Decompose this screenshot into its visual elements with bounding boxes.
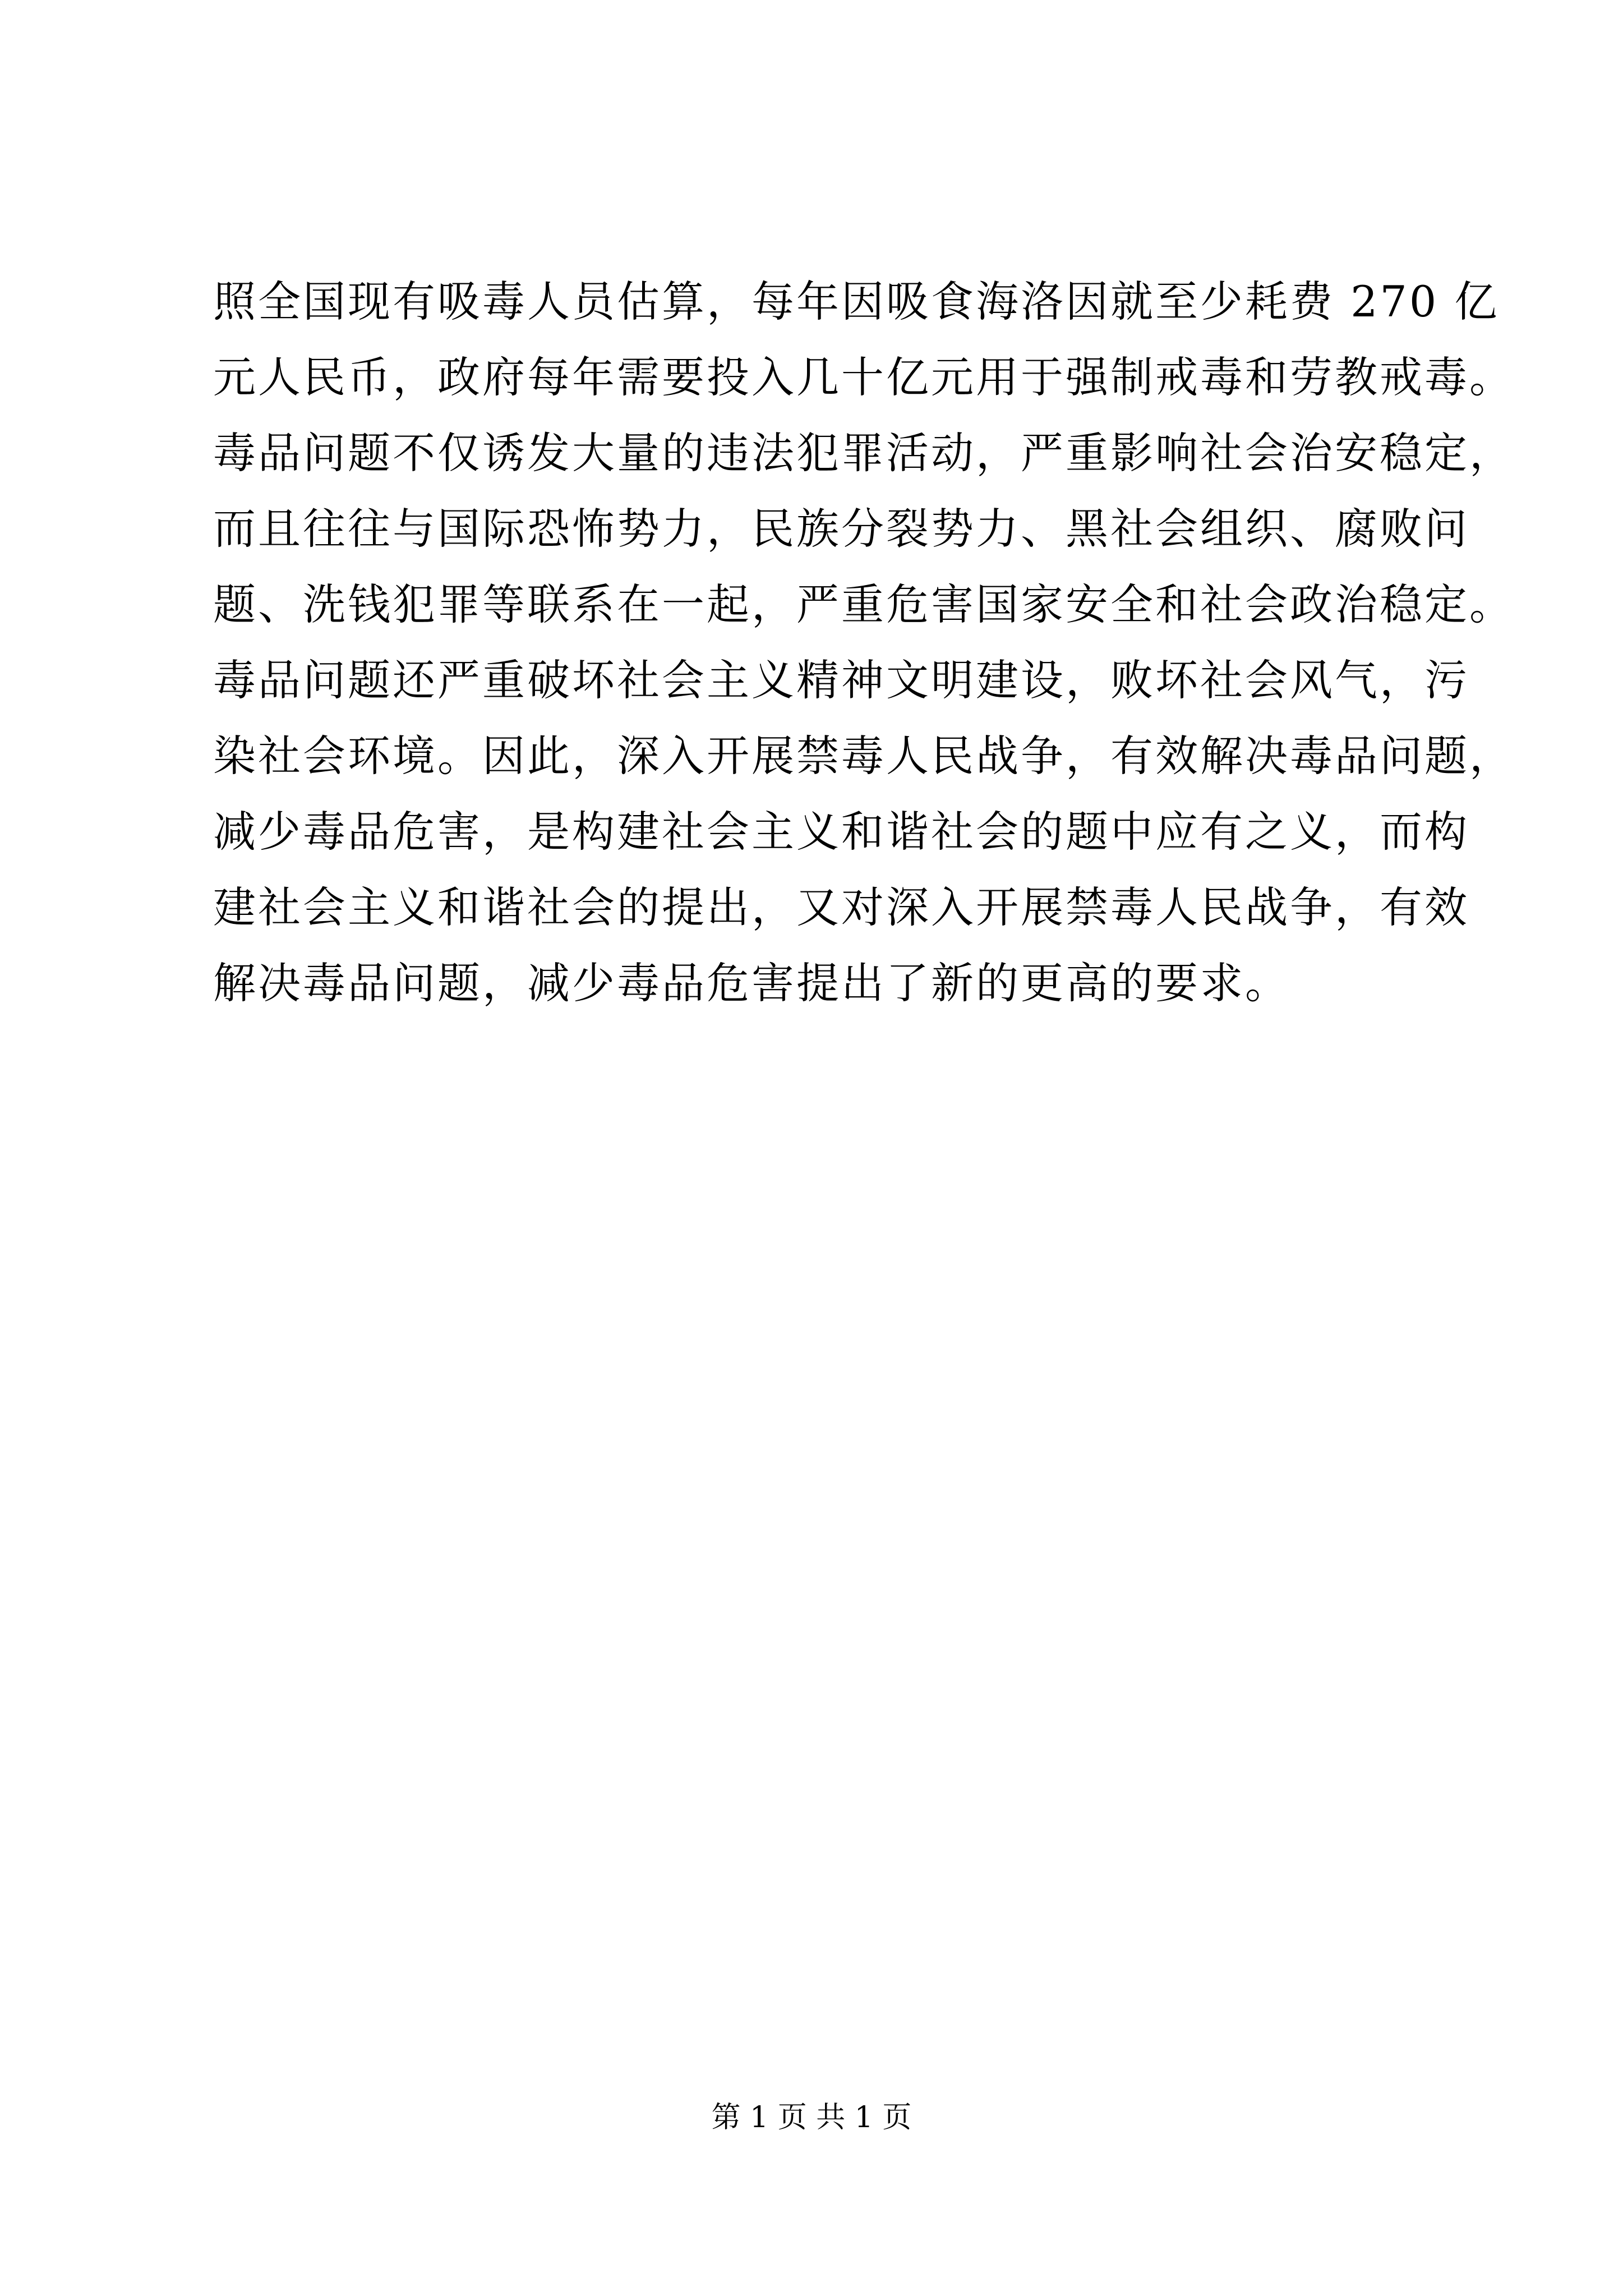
paragraph-line: 照全国现有吸毒人员估算，每年因吸食海洛因就至少耗费 270 亿: [213, 277, 1500, 326]
paragraph-line: 题、洗钱犯罪等联系在一起，严重危害国家安全和社会政治稳定。: [213, 579, 1514, 629]
paragraph-line: 毒品问题不仅诱发大量的违法犯罪活动，严重影响社会治安稳定，: [213, 428, 1514, 478]
paragraph-line: 元人民币，政府每年需要投入几十亿元用于强制戒毒和劳教戒毒。: [213, 352, 1514, 402]
paragraph-line: 毒品问题还严重破坏社会主义精神文明建设，败坏社会风气，污: [213, 655, 1469, 705]
paragraph-line: 减少毒品危害，是构建社会主义和谐社会的题中应有之义，而构: [213, 807, 1469, 857]
paragraph-line: 染社会环境。因此，深入开展禁毒人民战争，有效解决毒品问题，: [213, 731, 1514, 781]
paragraph-line: 解决毒品问题，减少毒品危害提出了新的更高的要求。: [213, 958, 1290, 1008]
page-footer: [0, 2098, 1623, 2137]
page-number-label: 第 1 页 共 1 页: [711, 2101, 912, 2134]
paragraph-line: 建社会主义和谐社会的提出，又对深入开展禁毒人民战争，有效: [213, 882, 1469, 932]
body-paragraph: [213, 264, 1514, 1021]
paragraph-line: 而且往往与国际恐怖势力，民族分裂势力、黑社会组织、腐败问: [213, 504, 1469, 554]
